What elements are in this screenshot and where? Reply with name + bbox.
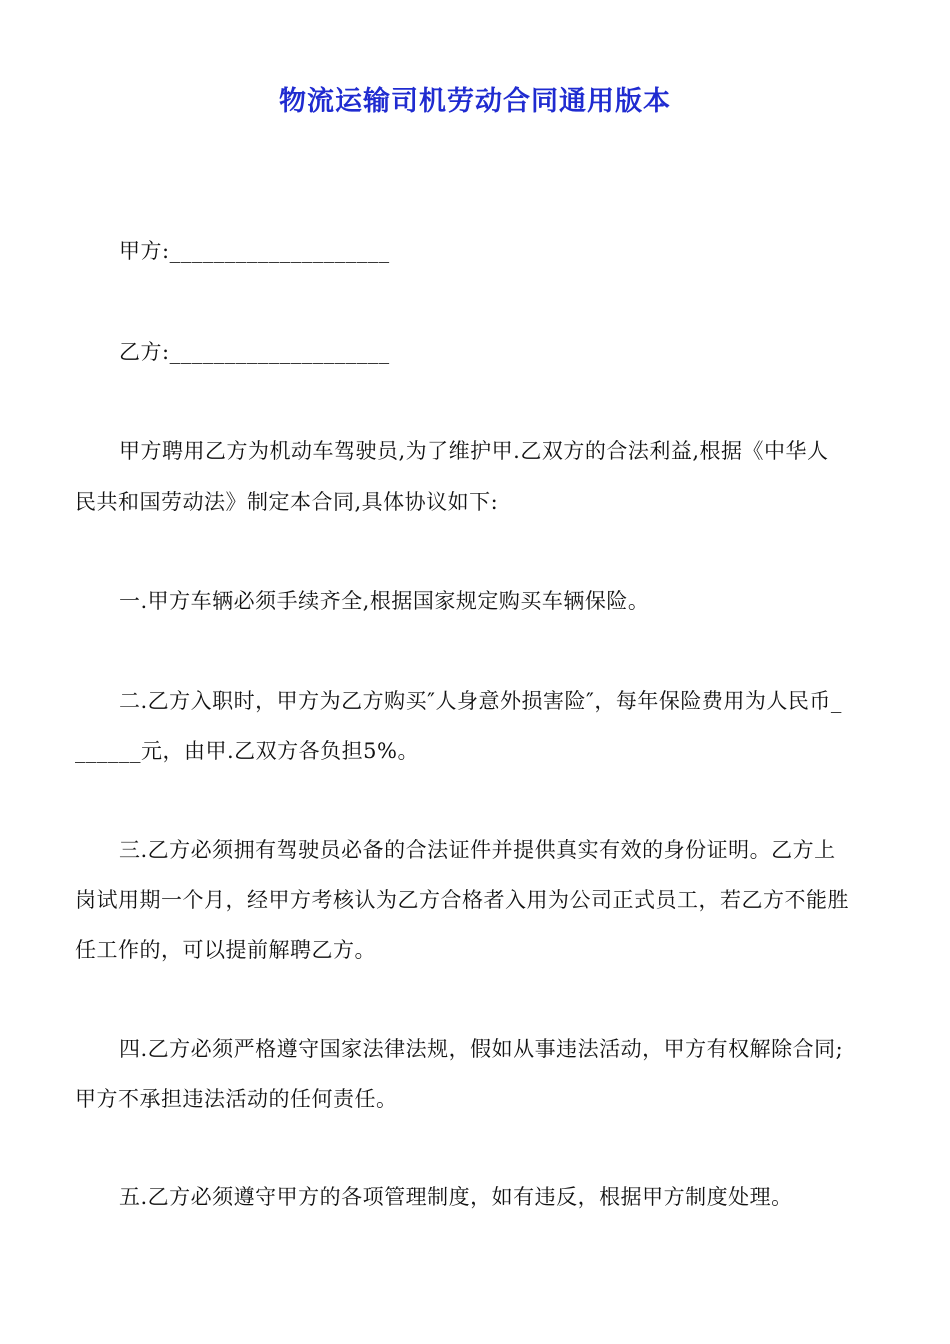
preamble-line-1: 甲方聘用乙方为机动车驾驶员,为了维护甲.乙双方的合法利益,根据《中华人	[119, 439, 829, 463]
clause-1-line-1: 一.甲方车辆必须手续齐全,根据国家规定购买车辆保险。	[119, 589, 650, 613]
clause-2-line-1: 二.乙方入职时，甲方为乙方购买″人身意外损害险″，每年保险费用为人民币_	[119, 689, 842, 713]
party-a-line: 甲方:____________________	[119, 239, 390, 263]
preamble-line-2: 民共和国劳动法》制定本合同,具体协议如下:	[75, 490, 499, 514]
clause-3-line-2: 岗试用期一个月，经甲方考核认为乙方合格者入用为公司正式员工，若乙方不能胜	[75, 888, 849, 912]
document-title: 物流运输司机劳动合同通用版本	[279, 86, 671, 117]
clause-3-line-1: 三.乙方必须拥有驾驶员必备的合法证件并提供真实有效的身份证明。乙方上	[119, 838, 836, 862]
clause-4-line-2: 甲方不承担违法活动的任何责任。	[75, 1087, 398, 1111]
clause-2-line-2: ______元，由甲.乙双方各负担5%。	[75, 739, 419, 763]
clause-4-line-1: 四.乙方必须严格遵守国家法律法规，假如从事违法活动，甲方有权解除合同;	[119, 1037, 844, 1061]
clause-5-line-1: 五.乙方必须遵守甲方的各项管理制度，如有违反，根据甲方制度处理。	[119, 1185, 793, 1209]
clause-3-line-3: 任工作的，可以提前解聘乙方。	[75, 938, 376, 962]
party-b-line: 乙方:____________________	[119, 340, 390, 364]
